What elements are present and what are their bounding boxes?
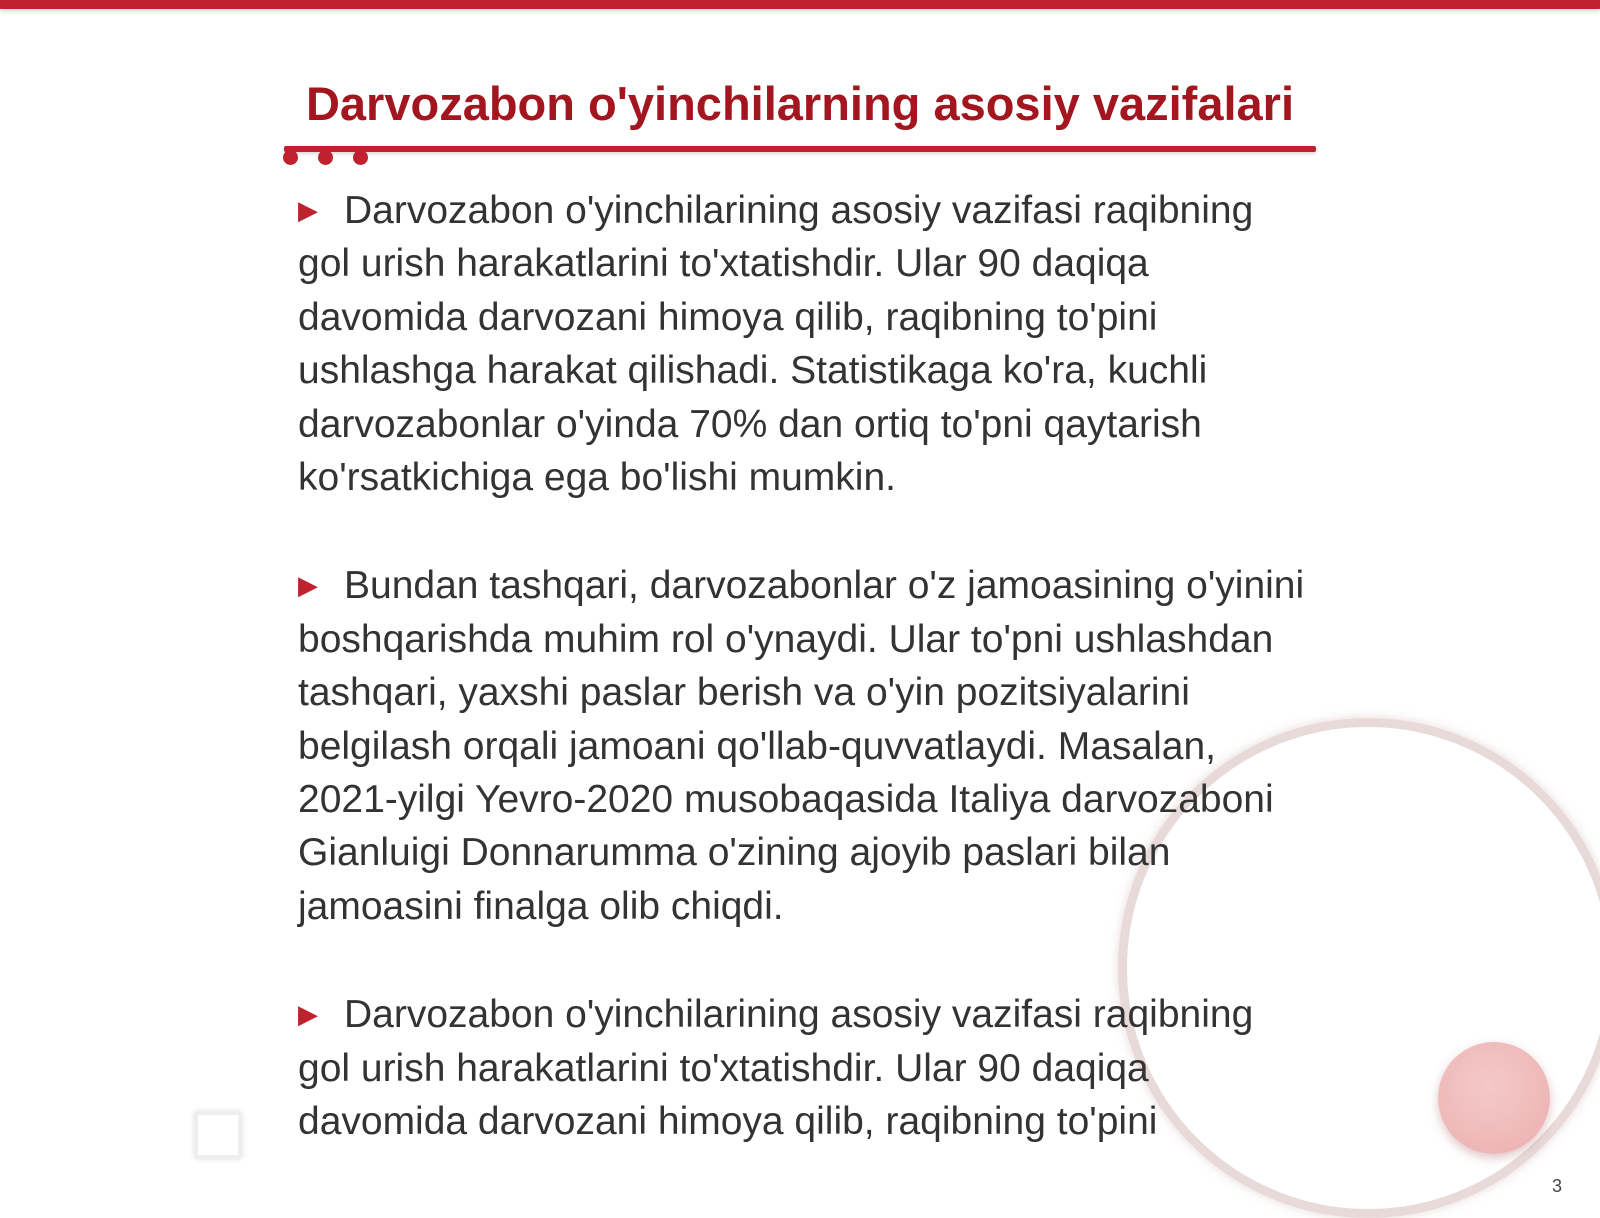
decorative-circle bbox=[1438, 1042, 1550, 1154]
paragraph-text: Bundan tashqari, darvozabonlar o'z jamoasining o'yinini boshqarishda muhim rol o'ynaydi. Ular to'pni ushlashdan tashqari, yaxshi paslar berish va o'yin pozitsiyalarini belgilash orqali jamoani qo'llab-quvvatlaydi. Masalan, 2021-yilgi Yevro-2020 musobaqasida Italiya darvozaboni Gianluigi Donnarumma o'zining ajoyib paslari bilan jamoasini finalga olib chiqdi. bbox=[298, 564, 1305, 928]
title-underline bbox=[284, 146, 1316, 152]
slide-body bbox=[298, 184, 1308, 1204]
triangle-right-icon: ▶ bbox=[298, 195, 318, 225]
top-accent-bar bbox=[0, 0, 1600, 9]
triangle-right-icon: ▶ bbox=[298, 570, 318, 601]
paragraph-text: Darvozabon o'yinchilarining asosiy vazifasi raqibning gol urish harakatlarini to'xtatishdir. Ular 90 daqiqa davomida darvozani himoya qilib, raqibning to'pini bbox=[298, 993, 1254, 1144]
decorative-square bbox=[194, 1111, 242, 1159]
slide-title: Darvozabon o'yinchilarning asosiy vazifalari bbox=[305, 77, 1295, 130]
page-number: 3 bbox=[1552, 1176, 1563, 1196]
bullet-paragraph bbox=[298, 988, 1308, 1148]
paragraph-text: Darvozabon o'yinchilarining asosiy vazifasi raqibning gol urish harakatlarini to'xtatishdir. Ular 90 daqiqa davomida darvozani himoya qilib, raqibning to'pini ushlashga harakat qilishadi. Statistikaga ko'ra, kuchli darvozabonlar o'yinda 70% dan ortiq to'pni qaytarish ko'rsatkichiga ega bo'lishi mumkin. bbox=[298, 189, 1254, 500]
triangle-right-icon: ▶ bbox=[298, 999, 318, 1030]
underline-dot bbox=[283, 150, 298, 165]
bullet-paragraph bbox=[298, 184, 1308, 504]
bullet-paragraph bbox=[298, 559, 1308, 933]
underline-dot bbox=[318, 150, 333, 165]
underline-dot bbox=[353, 150, 368, 165]
